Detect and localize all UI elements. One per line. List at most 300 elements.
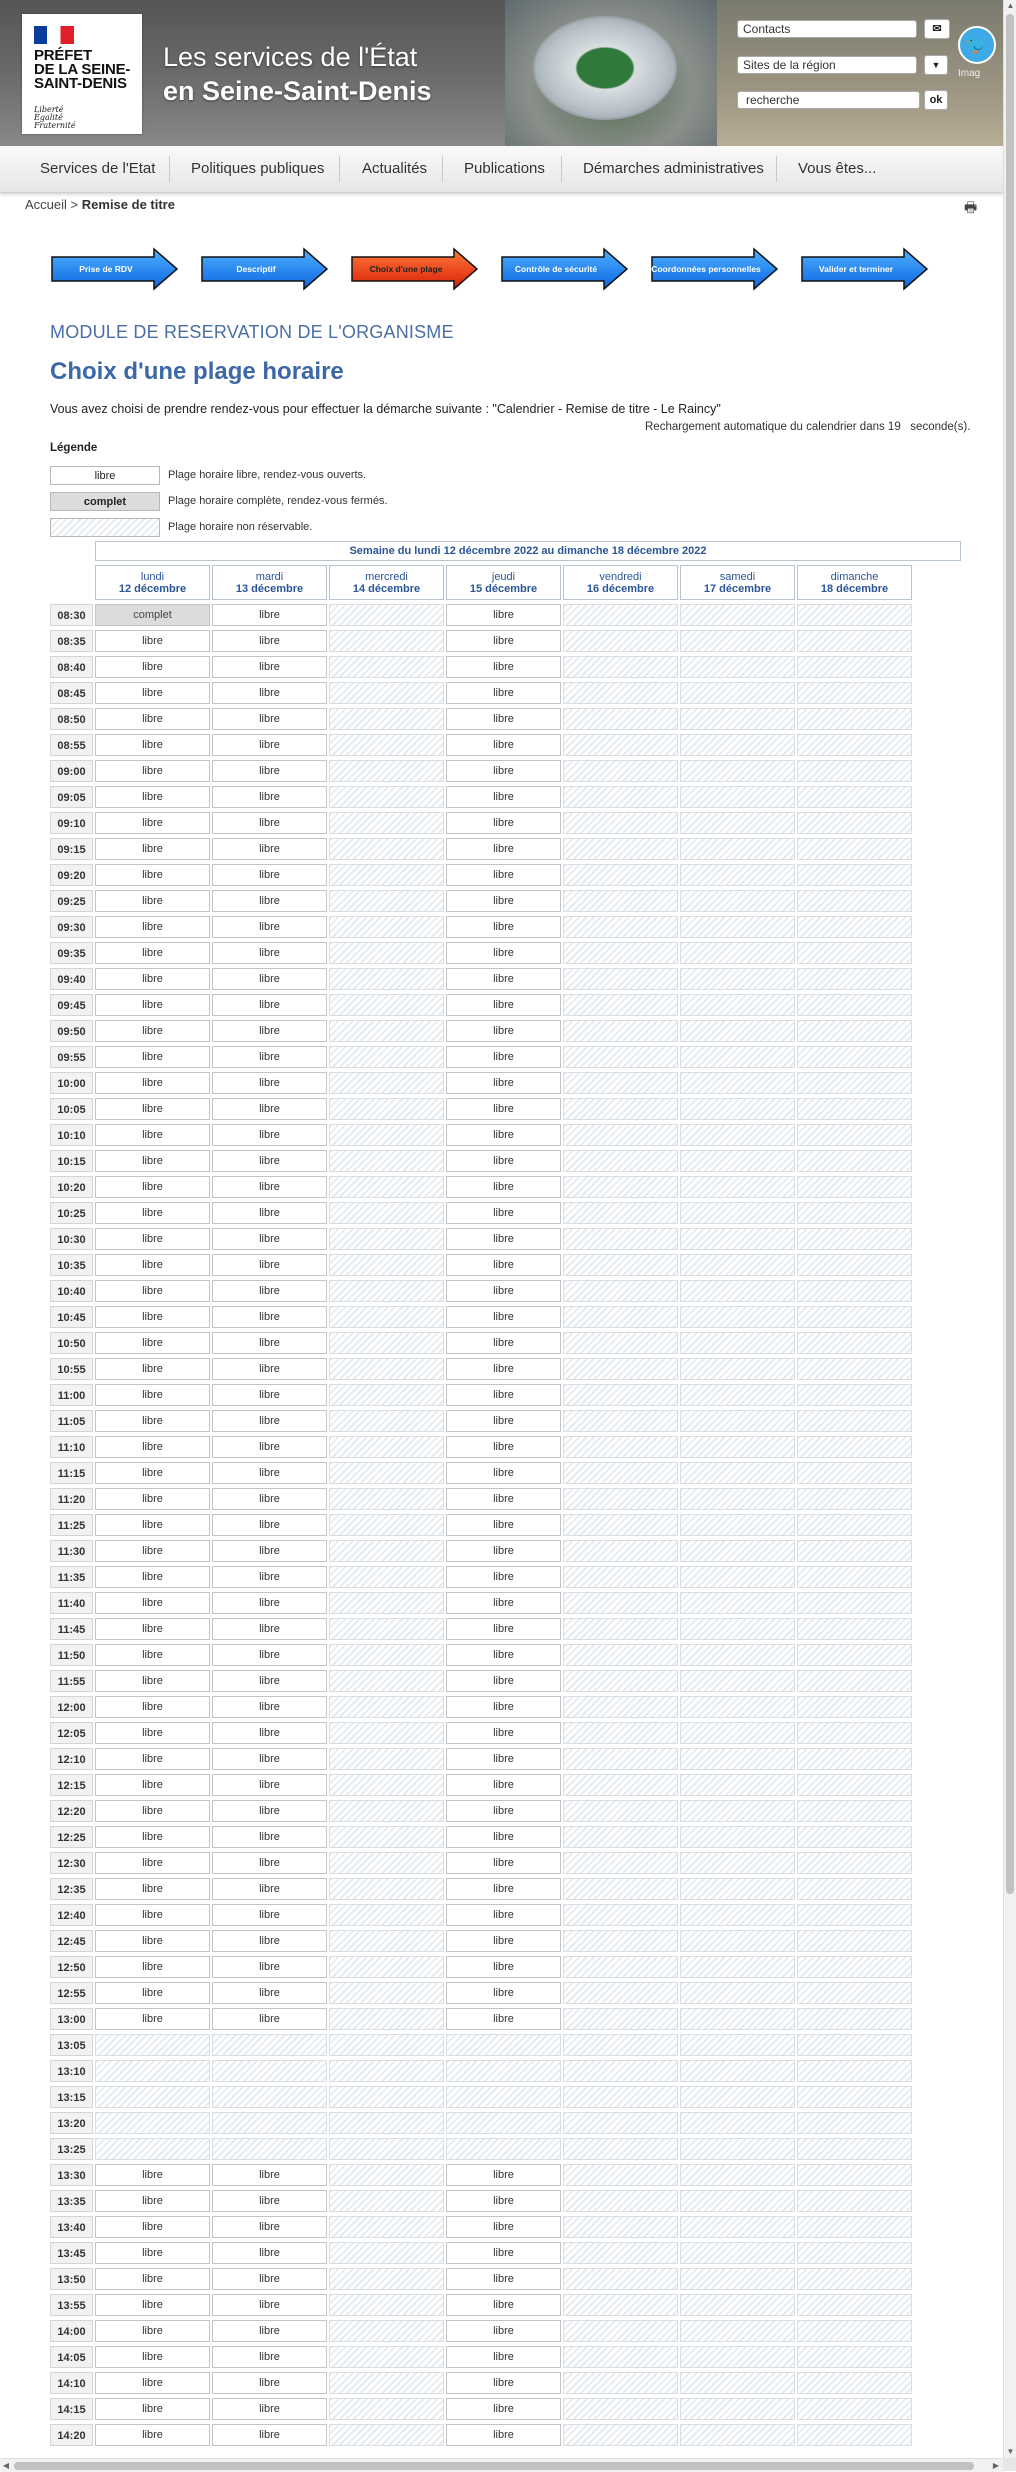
slot-unavailable [563, 1904, 678, 1926]
slot-libre[interactable]: libre [212, 994, 327, 1016]
sites-region-select[interactable]: Sites de la région [737, 56, 917, 74]
slot-libre[interactable]: libre [446, 1774, 561, 1796]
slot-libre[interactable]: libre [446, 838, 561, 860]
time-label: 11:10 [50, 1436, 93, 1458]
slot-libre[interactable]: libre [446, 1176, 561, 1198]
slot-unavailable [797, 1748, 912, 1770]
slot-libre[interactable]: libre [95, 838, 210, 860]
slot-libre[interactable]: libre [212, 2372, 327, 2394]
step-4[interactable] [500, 247, 630, 291]
time-label: 10:50 [50, 1332, 93, 1354]
slot-libre[interactable]: libre [95, 1228, 210, 1250]
slot-libre[interactable]: libre [95, 2268, 210, 2290]
time-label: 09:15 [50, 838, 93, 860]
slot-libre[interactable]: libre [446, 994, 561, 1016]
day-date: 13 décembre [235, 583, 304, 595]
slot-libre[interactable]: libre [446, 1878, 561, 1900]
slot-libre[interactable]: libre [446, 2398, 561, 2420]
nav-item-vous-etes[interactable]: Vous êtes... [798, 160, 877, 177]
slot-libre[interactable]: libre [212, 2164, 327, 2186]
slot-libre[interactable]: libre [212, 864, 327, 886]
slot-libre[interactable]: libre [446, 1800, 561, 1822]
time-label: 12:00 [50, 1696, 93, 1718]
slot-libre[interactable]: libre [95, 942, 210, 964]
slot-libre[interactable]: libre [95, 1150, 210, 1172]
step-5[interactable] [650, 247, 780, 291]
slot-libre[interactable]: libre [446, 1124, 561, 1146]
slot-libre[interactable]: libre [446, 1020, 561, 1042]
time-label: 13:00 [50, 2008, 93, 2030]
slot-libre[interactable]: libre [95, 734, 210, 756]
step-2[interactable] [200, 247, 330, 291]
slot-libre[interactable]: libre [212, 1306, 327, 1328]
slot-unavailable [563, 1280, 678, 1302]
slot-libre[interactable]: libre [95, 1748, 210, 1770]
slot-libre[interactable]: libre [95, 1800, 210, 1822]
twitter-icon[interactable]: 🐦 [958, 26, 996, 64]
slot-libre[interactable]: libre [95, 1852, 210, 1874]
slot-libre[interactable]: libre [446, 1358, 561, 1380]
slot-libre[interactable]: libre [212, 1774, 327, 1796]
slot-libre[interactable]: libre [446, 1722, 561, 1744]
slot-unavailable [680, 1254, 795, 1276]
site-title[interactable] [163, 40, 432, 108]
slot-libre[interactable]: libre [95, 708, 210, 730]
slot-libre[interactable]: libre [95, 1956, 210, 1978]
slot-libre[interactable]: libre [446, 1644, 561, 1666]
slot-libre[interactable]: libre [212, 1722, 327, 1744]
slot-libre[interactable]: libre [212, 1618, 327, 1640]
slot-libre[interactable]: libre [212, 1462, 327, 1484]
slot-unavailable [563, 2242, 678, 2264]
slot-libre[interactable]: libre [446, 2164, 561, 2186]
horizontal-scroll-thumb[interactable] [14, 2462, 974, 2470]
slot-libre[interactable]: libre [95, 1696, 210, 1718]
slot-libre[interactable]: libre [212, 1566, 327, 1588]
slot-unavailable [563, 2008, 678, 2030]
slot-libre[interactable]: libre [95, 1514, 210, 1536]
slot-libre[interactable]: libre [95, 1670, 210, 1692]
slot-unavailable [563, 2398, 678, 2420]
slot-libre[interactable]: libre [446, 1826, 561, 1848]
slot-libre[interactable]: libre [212, 1696, 327, 1718]
legend-libre-desc: Plage horaire libre, rendez-vous ouverts. [168, 469, 367, 481]
slot-libre[interactable]: libre [212, 1904, 327, 1926]
slot-libre[interactable]: libre [446, 1930, 561, 1952]
slot-unavailable [212, 2060, 327, 2082]
slot-libre[interactable]: libre [212, 1384, 327, 1406]
slot-unavailable [329, 1540, 444, 1562]
slot-unavailable [329, 2216, 444, 2238]
print-icon[interactable]: 🖶 [964, 199, 978, 215]
slot-unavailable [446, 2034, 561, 2056]
slot-unavailable [797, 1436, 912, 1458]
slot-libre[interactable]: libre [446, 786, 561, 808]
step-label: Contrôle de sécurité [514, 264, 598, 274]
slot-unavailable [329, 682, 444, 704]
slot-libre[interactable]: libre [446, 942, 561, 964]
slot-libre[interactable]: libre [212, 682, 327, 704]
slot-libre[interactable]: libre [446, 916, 561, 938]
slot-libre[interactable]: libre [212, 2398, 327, 2420]
slot-unavailable [95, 2112, 210, 2134]
slot-libre[interactable]: libre [446, 1618, 561, 1640]
slot-libre[interactable]: libre [446, 2294, 561, 2316]
time-label: 13:55 [50, 2294, 93, 2316]
slot-libre[interactable]: libre [446, 2424, 561, 2446]
slot-libre[interactable]: libre [212, 2216, 327, 2238]
slot-unavailable [797, 1670, 912, 1692]
slot-libre[interactable]: libre [95, 1488, 210, 1510]
slot-libre[interactable]: libre [446, 1488, 561, 1510]
slot-libre[interactable]: libre [95, 1280, 210, 1302]
slot-libre[interactable]: libre [446, 2346, 561, 2368]
slot-libre[interactable]: libre [446, 2216, 561, 2238]
slot-libre[interactable]: libre [446, 1410, 561, 1432]
slot-libre[interactable]: libre [212, 1930, 327, 1952]
slot-libre[interactable]: libre [446, 1280, 561, 1302]
slot-libre[interactable]: libre [95, 1332, 210, 1354]
slot-libre[interactable]: libre [212, 1254, 327, 1276]
slot-unavailable [329, 864, 444, 886]
slot-libre[interactable]: libre [446, 1566, 561, 1588]
slot-unavailable [680, 2372, 795, 2394]
slot-libre[interactable]: libre [446, 656, 561, 678]
slot-libre[interactable]: libre [212, 1800, 327, 1822]
slot-libre[interactable]: libre [212, 760, 327, 782]
slot-libre[interactable]: libre [212, 1982, 327, 2004]
slot-libre[interactable]: libre [95, 2008, 210, 2030]
slot-libre[interactable]: libre [212, 2190, 327, 2212]
slot-unavailable [680, 760, 795, 782]
slot-libre[interactable]: libre [446, 2372, 561, 2394]
slot-libre[interactable]: libre [212, 1436, 327, 1458]
scroll-right-icon[interactable]: ▶ [992, 2461, 1000, 2470]
slot-libre[interactable]: libre [446, 1072, 561, 1094]
slot-libre[interactable]: libre [95, 1540, 210, 1562]
step-3[interactable] [350, 247, 480, 291]
slot-unavailable [680, 2034, 795, 2056]
slot-libre[interactable]: libre [212, 1124, 327, 1146]
slot-unavailable [563, 1306, 678, 1328]
nav-item-demarches[interactable]: Démarches administratives [583, 160, 764, 177]
day-name: lundi [140, 571, 165, 583]
slot-libre[interactable]: libre [446, 1904, 561, 1926]
slot-libre[interactable]: libre [95, 916, 210, 938]
scroll-up-icon[interactable]: ▲ [1006, 1, 1015, 10]
day-header [680, 565, 795, 600]
slot-libre[interactable]: libre [446, 1748, 561, 1770]
slot-libre[interactable]: libre [95, 1566, 210, 1588]
slot-libre[interactable]: libre [446, 1670, 561, 1692]
slot-libre[interactable]: libre [95, 1410, 210, 1432]
slot-libre[interactable]: libre [95, 2424, 210, 2446]
slot-libre[interactable]: libre [446, 1306, 561, 1328]
slot-libre[interactable]: libre [95, 1384, 210, 1406]
slot-libre[interactable]: libre [212, 890, 327, 912]
time-label: 13:15 [50, 2086, 93, 2108]
slot-libre[interactable]: libre [95, 1072, 210, 1094]
slot-libre[interactable]: libre [95, 1176, 210, 1198]
slot-libre[interactable]: libre [446, 2008, 561, 2030]
slot-libre[interactable]: libre [95, 2398, 210, 2420]
slot-unavailable [563, 1020, 678, 1042]
slot-libre[interactable]: libre [446, 604, 561, 626]
slot-libre[interactable]: libre [95, 994, 210, 1016]
slot-libre[interactable]: libre [212, 2008, 327, 2030]
slot-unavailable [797, 2138, 912, 2160]
slot-libre[interactable]: libre [212, 1592, 327, 1614]
slot-libre[interactable]: libre [212, 1046, 327, 1068]
slot-libre[interactable]: libre [95, 1202, 210, 1224]
slot-unavailable [563, 2372, 678, 2394]
slot-libre[interactable]: libre [212, 838, 327, 860]
slot-unavailable [329, 1514, 444, 1536]
slot-libre[interactable]: libre [212, 786, 327, 808]
slot-libre[interactable]: libre [95, 1306, 210, 1328]
slot-libre[interactable]: libre [95, 1904, 210, 1926]
slot-libre[interactable]: libre [212, 708, 327, 730]
slot-libre[interactable]: libre [95, 1722, 210, 1744]
slot-libre[interactable]: libre [212, 1644, 327, 1666]
slot-libre[interactable]: libre [446, 1852, 561, 1874]
slot-libre[interactable]: libre [212, 1228, 327, 1250]
slot-libre[interactable]: libre [212, 1670, 327, 1692]
slot-libre[interactable]: libre [212, 1878, 327, 1900]
slot-libre[interactable]: libre [212, 604, 327, 626]
slot-unavailable [680, 2346, 795, 2368]
slot-unavailable [680, 1462, 795, 1484]
slot-unavailable [329, 1384, 444, 1406]
slot-libre[interactable]: libre [212, 1098, 327, 1120]
slot-libre[interactable]: libre [95, 1436, 210, 1458]
slot-libre[interactable]: libre [212, 2242, 327, 2264]
slot-unavailable [797, 1982, 912, 2004]
slot-libre[interactable]: libre [95, 2190, 210, 2212]
slot-libre[interactable]: libre [95, 1826, 210, 1848]
slot-libre[interactable]: libre [446, 2320, 561, 2342]
mail-icon[interactable]: ✉ [924, 19, 950, 39]
slot-unavailable [563, 1670, 678, 1692]
slot-libre[interactable]: libre [446, 1982, 561, 2004]
slot-unavailable [563, 708, 678, 730]
slot-libre[interactable]: libre [446, 1514, 561, 1536]
slot-libre[interactable]: libre [446, 1384, 561, 1406]
slot-unavailable [797, 604, 912, 626]
scroll-down-icon[interactable]: ▼ [1006, 2447, 1015, 2456]
slot-unavailable [563, 1852, 678, 1874]
slot-libre[interactable]: libre [446, 734, 561, 756]
slot-libre[interactable]: libre [446, 1696, 561, 1718]
slot-libre[interactable]: libre [446, 682, 561, 704]
slot-libre[interactable]: libre [95, 864, 210, 886]
slot-unavailable [563, 1514, 678, 1536]
slot-libre[interactable]: libre [95, 968, 210, 990]
slot-unavailable [563, 2424, 678, 2446]
slot-libre[interactable]: libre [95, 812, 210, 834]
slot-libre[interactable]: libre [95, 1982, 210, 2004]
slot-libre[interactable]: libre [212, 2424, 327, 2446]
slot-libre[interactable]: libre [95, 2294, 210, 2316]
slot-libre[interactable]: libre [446, 968, 561, 990]
motto-2: Égalité [34, 113, 63, 122]
slot-libre[interactable]: libre [446, 890, 561, 912]
slot-libre[interactable]: libre [95, 786, 210, 808]
slot-libre[interactable]: libre [212, 1280, 327, 1302]
slot-libre[interactable]: libre [95, 682, 210, 704]
slot-unavailable [329, 786, 444, 808]
slot-libre[interactable]: libre [446, 812, 561, 834]
slot-libre[interactable]: libre [212, 916, 327, 938]
slot-unavailable [680, 1644, 795, 1666]
search-button[interactable]: ok [924, 90, 948, 110]
slot-unavailable [680, 1722, 795, 1744]
slot-libre[interactable]: libre [95, 2320, 210, 2342]
nav-item-actualites[interactable]: Actualités [362, 160, 428, 177]
contacts-link[interactable]: Contacts [737, 20, 917, 38]
slot-unavailable [797, 1930, 912, 1952]
slot-libre[interactable]: libre [95, 2164, 210, 2186]
slot-libre[interactable]: libre [212, 1202, 327, 1224]
step-1[interactable] [50, 247, 180, 291]
slot-libre[interactable]: libre [212, 1072, 327, 1094]
slot-unavailable [680, 1956, 795, 1978]
step-6[interactable] [800, 247, 930, 291]
slot-unavailable [680, 864, 795, 886]
slot-libre[interactable]: libre [446, 2190, 561, 2212]
slot-libre[interactable]: libre [212, 1150, 327, 1172]
slot-unavailable [329, 1800, 444, 1822]
slot-libre[interactable]: libre [95, 890, 210, 912]
slot-libre[interactable]: libre [95, 656, 210, 678]
scroll-left-icon[interactable]: ◀ [2, 2461, 10, 2470]
slot-libre[interactable]: libre [446, 1150, 561, 1172]
slot-libre[interactable]: libre [446, 1956, 561, 1978]
slot-libre[interactable]: libre [446, 1098, 561, 1120]
slot-unavailable [797, 1696, 912, 1718]
nav-item-publications[interactable]: Publications [464, 160, 545, 177]
slot-libre[interactable]: libre [212, 1852, 327, 1874]
slot-libre[interactable]: libre [212, 2346, 327, 2368]
search-input[interactable]: recherche [737, 91, 920, 109]
slot-libre[interactable]: libre [446, 1592, 561, 1614]
slot-libre[interactable]: libre [212, 630, 327, 652]
slot-libre[interactable]: libre [446, 708, 561, 730]
slot-libre[interactable]: libre [446, 760, 561, 782]
slot-libre[interactable]: libre [212, 968, 327, 990]
slot-libre[interactable]: libre [212, 1826, 327, 1848]
slot-libre[interactable]: libre [446, 1462, 561, 1484]
slot-libre[interactable]: libre [212, 1020, 327, 1042]
slot-libre[interactable]: libre [212, 1514, 327, 1536]
slot-libre[interactable]: libre [212, 656, 327, 678]
slot-libre[interactable]: libre [95, 1878, 210, 1900]
slot-libre[interactable]: libre [212, 2320, 327, 2342]
slot-libre[interactable]: libre [95, 760, 210, 782]
slot-libre[interactable]: libre [212, 1332, 327, 1354]
slot-libre[interactable]: libre [212, 1358, 327, 1380]
slot-libre[interactable]: libre [95, 2346, 210, 2368]
nav-item-services[interactable]: Services de l'Etat [40, 160, 156, 177]
slot-unavailable [329, 1150, 444, 1172]
slot-libre[interactable]: libre [95, 1774, 210, 1796]
slot-libre[interactable]: libre [446, 2242, 561, 2264]
slot-libre[interactable]: libre [446, 1332, 561, 1354]
slot-libre[interactable]: libre [95, 1358, 210, 1380]
slot-unavailable [797, 1644, 912, 1666]
slot-libre[interactable]: libre [212, 2268, 327, 2290]
slot-libre[interactable]: libre [95, 1046, 210, 1068]
time-label: 08:35 [50, 630, 93, 652]
slot-libre[interactable]: libre [95, 1618, 210, 1640]
slot-unavailable [563, 994, 678, 1016]
chevron-down-icon[interactable]: ▼ [924, 55, 948, 75]
slot-libre[interactable]: libre [446, 1228, 561, 1250]
slot-libre[interactable]: libre [95, 2372, 210, 2394]
slot-unavailable [563, 1384, 678, 1406]
slot-libre[interactable]: libre [212, 1540, 327, 1562]
slot-libre[interactable]: libre [446, 864, 561, 886]
slot-unavailable [563, 2294, 678, 2316]
time-label: 09:40 [50, 968, 93, 990]
slot-libre[interactable]: libre [95, 1020, 210, 1042]
slot-unavailable [563, 968, 678, 990]
slot-libre[interactable]: libre [95, 1592, 210, 1614]
slot-libre[interactable]: libre [446, 1436, 561, 1458]
vertical-scrollbar[interactable] [1003, 0, 1016, 2458]
slot-libre[interactable]: libre [95, 1254, 210, 1276]
slot-libre[interactable]: libre [212, 1410, 327, 1432]
slot-libre[interactable]: libre [95, 2216, 210, 2238]
slot-libre[interactable]: libre [95, 1644, 210, 1666]
slot-libre[interactable]: libre [212, 1488, 327, 1510]
slot-libre[interactable]: libre [446, 1046, 561, 1068]
slot-libre[interactable]: libre [446, 1202, 561, 1224]
slot-libre[interactable]: libre [212, 734, 327, 756]
nav-item-politiques[interactable]: Politiques publiques [191, 160, 325, 177]
slot-libre[interactable]: libre [446, 2268, 561, 2290]
prefet-logo[interactable] [22, 14, 142, 134]
slot-libre[interactable]: libre [212, 1956, 327, 1978]
slot-unavailable [797, 1722, 912, 1744]
slot-libre[interactable]: libre [212, 2294, 327, 2316]
slot-unavailable [797, 890, 912, 912]
slot-libre[interactable]: libre [446, 1540, 561, 1562]
slot-libre[interactable]: libre [446, 1254, 561, 1276]
slot-libre[interactable]: libre [212, 812, 327, 834]
slot-libre[interactable]: libre [212, 942, 327, 964]
slot-unavailable [797, 1176, 912, 1198]
slot-libre[interactable]: libre [95, 630, 210, 652]
nav-separator [339, 156, 340, 182]
breadcrumb-home[interactable]: Accueil [25, 197, 67, 212]
vertical-scroll-thumb[interactable] [1006, 14, 1014, 1894]
horizontal-scrollbar[interactable] [0, 2458, 1003, 2472]
slot-unavailable [329, 1020, 444, 1042]
slot-unavailable [329, 1306, 444, 1328]
slot-libre[interactable]: libre [95, 1124, 210, 1146]
slot-libre[interactable]: libre [95, 1462, 210, 1484]
slot-unavailable [446, 2060, 561, 2082]
slot-libre[interactable]: libre [95, 1930, 210, 1952]
slot-libre[interactable]: libre [446, 630, 561, 652]
slot-libre[interactable]: libre [212, 1176, 327, 1198]
slot-libre[interactable]: libre [95, 2242, 210, 2264]
slot-unavailable [446, 2112, 561, 2134]
slot-libre[interactable]: libre [212, 1748, 327, 1770]
slot-unavailable [446, 2138, 561, 2160]
slot-libre[interactable]: libre [95, 1098, 210, 1120]
